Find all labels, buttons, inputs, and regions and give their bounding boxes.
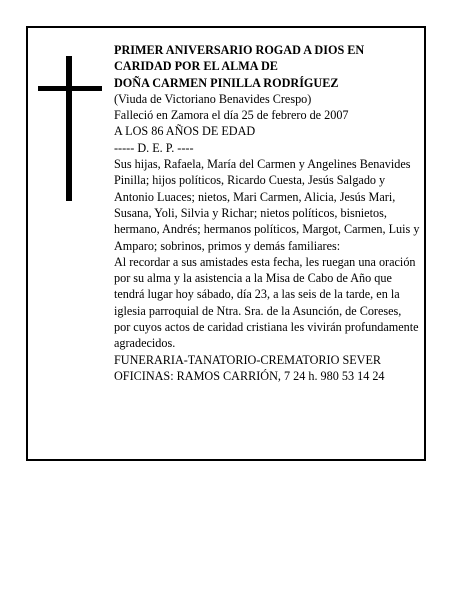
cross-icon [38, 56, 102, 201]
family-paragraph: Sus hijas, Rafaela, María del Carmen y Angelines Benavides Pinilla; hijos políticos, Ricardo Cuesta, Jesús Salgado y Antonio Luaces; nietos, Mari Carmen, Alicia, Jesús Mari, Susana, Yoli, Silvia y Richar; nietos políticos, bisnietos, hermano, Andrés; hermanos políticos, Margot, Carmen, Luis y Amparo; sobrinos, primos y demás familiares: [114, 157, 420, 253]
death-info: Falleció en Zamora el día 25 de febrero de 2007 [114, 108, 349, 123]
request-paragraph: Al recordar a sus amistades esta fecha, les ruegan una oración por su alma y la asistencia a la Misa de Cabo de Año que tendrá lugar hoy sábado, día 23, a las seis de la tarde, en la iglesia parroquial de Ntra. Sra. de la Asunción, de Coreses, por cuyos actos de caridad cristiana les vivirán profundamente agradecidos. [114, 254, 419, 351]
heading-line-2: CARIDAD POR EL ALMA DE [114, 59, 278, 74]
heading-line-3: DOÑA CARMEN PINILLA RODRÍGUEZ [114, 75, 339, 90]
funeral-home: FUNERARIA-TANATORIO-CREMATORIO SEVER [114, 352, 382, 367]
cross-vertical-bar [66, 56, 72, 201]
age: A LOS 86 AÑOS DE EDAD [114, 124, 256, 139]
cross-horizontal-bar [38, 86, 102, 91]
obituary-frame [26, 26, 426, 461]
offices: OFICINAS: RAMOS CARRIÓN, 7 24 h. 980 53 14 24 [114, 368, 385, 383]
rip-line: ----- D. E. P. ---- [114, 140, 194, 155]
heading-line-1: PRIMER ANIVERSARIO ROGAD A DIOS EN [114, 43, 365, 57]
obituary-text [114, 42, 420, 384]
widow-of: (Viuda de Victoriano Benavides Crespo) [114, 91, 312, 106]
